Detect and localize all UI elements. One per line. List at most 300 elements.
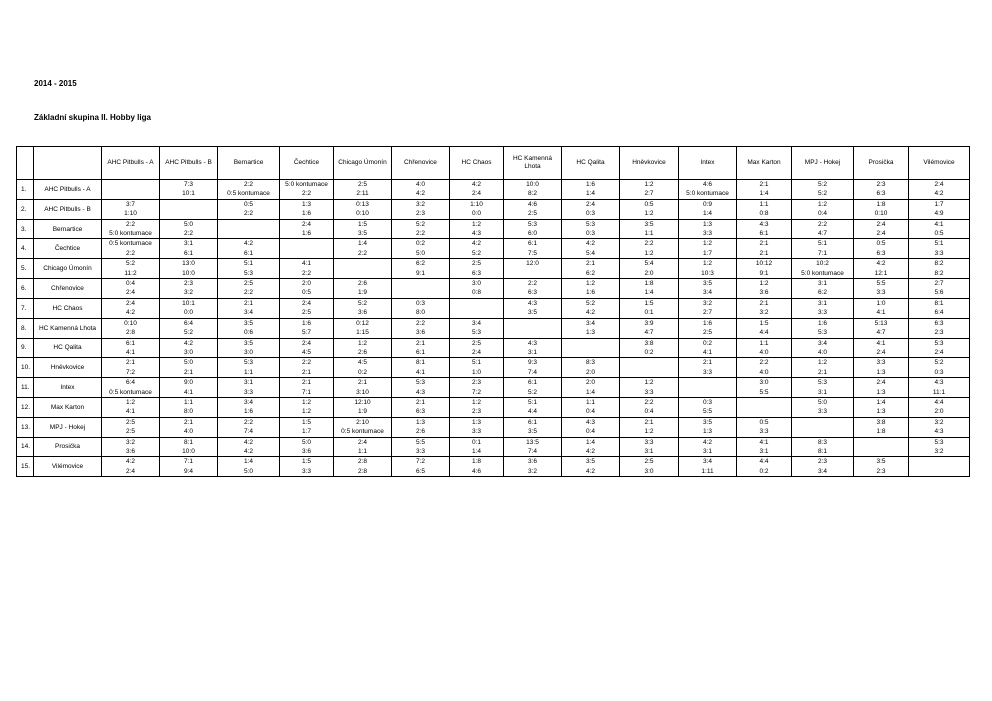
result-cell: 1:4: [854, 397, 909, 407]
result-cell: 3:5: [218, 338, 280, 348]
result-cell: 5:3: [562, 219, 620, 229]
team-row: [17, 338, 970, 348]
result-cell: 3:4: [218, 397, 280, 407]
result-cell: 4:1: [737, 437, 792, 447]
result-cell: 2:3: [792, 457, 854, 467]
result-cell: 5:0 kontumace: [792, 269, 854, 279]
result-cell: 1:2: [620, 249, 679, 259]
result-cell: 5:4: [620, 259, 679, 269]
team-row-second-line: [17, 467, 970, 477]
result-cell: 6:2: [562, 269, 620, 279]
result-cell: 4:2: [854, 259, 909, 269]
result-cell: 2:1: [737, 249, 792, 259]
result-cell: 0:8: [450, 288, 504, 298]
result-cell: 2:2: [280, 189, 334, 199]
season-label: 2014 - 2015: [34, 79, 77, 88]
team-row-second-line: [17, 189, 970, 199]
result-cell: 4:2: [102, 457, 160, 467]
result-cell: 4:0: [737, 368, 792, 378]
result-cell: 0:4: [620, 407, 679, 417]
result-cell: [218, 229, 280, 239]
result-cell: 0:9: [679, 199, 737, 209]
result-cell: 0:13: [334, 199, 392, 209]
row-number: 1.: [17, 180, 34, 200]
result-cell: 7:4: [218, 427, 280, 437]
result-cell: 3:1: [504, 348, 562, 358]
row-number: 7.: [17, 298, 34, 318]
team-row: [17, 437, 970, 447]
result-cell: 6:1: [102, 338, 160, 348]
result-cell: 2:4: [102, 298, 160, 308]
result-cell: 1:2: [620, 209, 679, 219]
team-row-second-line: [17, 388, 970, 398]
result-cell: 2:5: [102, 417, 160, 427]
result-cell: 0:5: [909, 229, 970, 239]
result-cell: 5:2: [909, 358, 970, 368]
result-cell: 2:4: [909, 348, 970, 358]
result-cell: 4:4: [737, 457, 792, 467]
result-cell: 7:2: [392, 457, 450, 467]
result-cell: 7:2: [450, 388, 504, 398]
result-cell: 4:9: [909, 209, 970, 219]
result-cell: 6:2: [792, 288, 854, 298]
result-cell: 5:2: [562, 298, 620, 308]
result-cell: 2:4: [280, 298, 334, 308]
result-cell: 4:2: [218, 447, 280, 457]
result-cell: 3:2: [102, 437, 160, 447]
result-cell: 5:5: [679, 407, 737, 417]
team-name: Chřenovice: [34, 279, 102, 299]
result-cell: [280, 239, 334, 249]
result-cell: 1:4: [562, 437, 620, 447]
team-row: [17, 417, 970, 427]
result-cell: 3:6: [737, 288, 792, 298]
result-cell: 2:10: [334, 417, 392, 427]
result-cell: 8:2: [909, 269, 970, 279]
result-cell: 5:5: [392, 437, 450, 447]
result-cell: 1:2: [280, 397, 334, 407]
result-cell: 3:3: [854, 358, 909, 368]
result-cell: 4:2: [562, 447, 620, 457]
result-cell: 2:11: [334, 189, 392, 199]
result-cell: [679, 388, 737, 398]
result-cell: 6:0: [504, 229, 562, 239]
team-row-second-line: [17, 348, 970, 358]
result-cell: 5:4: [562, 249, 620, 259]
result-cell: 4:2: [562, 308, 620, 318]
result-cell: 3:5: [679, 417, 737, 427]
result-cell: 3:7: [102, 199, 160, 209]
result-cell: 2:8: [102, 328, 160, 338]
result-cell: 4:1: [909, 219, 970, 229]
team-row-second-line: [17, 288, 970, 298]
standings-table: [16, 146, 970, 477]
result-cell: 3:5: [334, 229, 392, 239]
result-cell: 0:2: [679, 338, 737, 348]
result-cell: 1:5: [280, 417, 334, 427]
result-cell: 1:1: [737, 338, 792, 348]
result-cell: 2:4: [854, 378, 909, 388]
table-body: [17, 180, 970, 477]
result-cell: 2:2: [280, 269, 334, 279]
result-cell: [392, 279, 450, 289]
result-cell: 1:15: [334, 328, 392, 338]
result-cell: 1:2: [679, 259, 737, 269]
result-cell: 6:1: [160, 249, 218, 259]
result-cell: 4:3: [504, 298, 562, 308]
result-cell: 1:1: [737, 199, 792, 209]
result-cell: 8:3: [792, 437, 854, 447]
result-cell: 2:2: [792, 219, 854, 229]
result-cell: 4:1: [679, 348, 737, 358]
result-cell: 3:3: [737, 427, 792, 437]
result-cell: 1:4: [737, 189, 792, 199]
result-cell: [620, 368, 679, 378]
result-cell: 5:2: [792, 180, 854, 190]
result-cell: 4:4: [504, 407, 562, 417]
result-cell: 3:1: [792, 388, 854, 398]
result-cell: 4:3: [392, 388, 450, 398]
team-name: Hněvkovice: [34, 358, 102, 378]
result-cell: 7:4: [504, 368, 562, 378]
result-cell: 1:0: [450, 368, 504, 378]
result-cell: 2:1: [392, 397, 450, 407]
result-cell: 2:4: [854, 348, 909, 358]
result-cell: 5:2: [102, 259, 160, 269]
column-header: Chicago Úmonín: [334, 147, 392, 180]
result-cell: 0:8: [737, 209, 792, 219]
team-name: MPJ - Hokej: [34, 417, 102, 437]
team-name: Prosička: [34, 437, 102, 457]
result-cell: 3:1: [620, 447, 679, 457]
corner-cell-team: [34, 147, 102, 180]
team-name: Intex: [34, 378, 102, 398]
result-cell: 0:1: [620, 308, 679, 318]
result-cell: 3:3: [679, 368, 737, 378]
result-cell: 8:1: [392, 358, 450, 368]
team-row-second-line: [17, 368, 970, 378]
column-header: MPJ - Hokej: [792, 147, 854, 180]
result-cell: 1:6: [679, 318, 737, 328]
result-cell: 2:2: [280, 358, 334, 368]
result-cell: 3:2: [392, 199, 450, 209]
result-cell: 2:1: [620, 417, 679, 427]
result-cell: [854, 447, 909, 457]
result-cell: 4:7: [854, 328, 909, 338]
result-cell: 3:6: [102, 447, 160, 457]
result-cell: [160, 209, 218, 219]
result-cell: 1:2: [334, 338, 392, 348]
team-name: HC Qalita: [34, 338, 102, 358]
result-cell: 10:0: [504, 180, 562, 190]
result-cell: 10:12: [737, 259, 792, 269]
row-number: 15.: [17, 457, 34, 477]
result-cell: 4:0: [737, 348, 792, 358]
result-cell: 1:5: [280, 457, 334, 467]
team-row: [17, 219, 970, 229]
result-cell: 0:4: [562, 407, 620, 417]
result-cell: 1:2: [792, 199, 854, 209]
result-cell: 4:2: [218, 239, 280, 249]
row-number: 4.: [17, 239, 34, 259]
result-cell: 2:0: [620, 269, 679, 279]
result-cell: 2:5: [504, 209, 562, 219]
result-cell: 2:2: [334, 249, 392, 259]
result-cell: 2:5: [218, 279, 280, 289]
result-cell: 3:8: [854, 417, 909, 427]
result-cell: 2:5: [450, 259, 504, 269]
result-cell: 1:2: [450, 397, 504, 407]
result-cell: 0:5: [620, 199, 679, 209]
result-cell: 2:5: [334, 180, 392, 190]
result-cell: 6:3: [909, 318, 970, 328]
result-cell: 2:2: [102, 219, 160, 229]
column-header: HC Qalita: [562, 147, 620, 180]
result-cell: 2:4: [334, 437, 392, 447]
result-cell: 5:5: [737, 388, 792, 398]
result-cell: 4:2: [562, 239, 620, 249]
result-cell: 0:10: [854, 209, 909, 219]
result-cell: 10:1: [160, 189, 218, 199]
result-cell: 4:6: [504, 199, 562, 209]
result-cell: [909, 457, 970, 467]
result-cell: 9:1: [392, 269, 450, 279]
result-cell: 3:3: [679, 229, 737, 239]
result-cell: 2:2: [218, 180, 280, 190]
row-number: 13.: [17, 417, 34, 437]
result-cell: 4:2: [450, 180, 504, 190]
result-cell: 9:1: [737, 269, 792, 279]
result-cell: 5:0: [160, 358, 218, 368]
result-cell: 10:1: [160, 298, 218, 308]
result-cell: 2:2: [620, 397, 679, 407]
row-number: 2.: [17, 199, 34, 219]
result-cell: 2:1: [392, 338, 450, 348]
result-cell: 5:13: [854, 318, 909, 328]
result-cell: 2:3: [392, 209, 450, 219]
result-cell: [562, 338, 620, 348]
row-number: 8.: [17, 318, 34, 338]
result-cell: 1:3: [562, 328, 620, 338]
result-cell: [334, 259, 392, 269]
team-row: [17, 199, 970, 209]
result-cell: 3:1: [679, 447, 737, 457]
result-cell: 1:10: [102, 209, 160, 219]
result-cell: 1:2: [737, 279, 792, 289]
row-number: 5.: [17, 259, 34, 279]
result-cell: 5:7: [280, 328, 334, 338]
result-cell: 1:4: [679, 209, 737, 219]
result-cell: 3:4: [792, 467, 854, 477]
result-cell: 1:4: [334, 239, 392, 249]
header-row: [17, 147, 970, 180]
team-name: AHC Pitbulls - B: [34, 199, 102, 219]
result-cell: 2:7: [620, 189, 679, 199]
result-cell: 3:2: [737, 308, 792, 318]
result-cell: 5:3: [218, 358, 280, 368]
result-cell: 4:5: [334, 358, 392, 368]
result-cell: 5:0: [392, 249, 450, 259]
result-cell: 3:5: [504, 427, 562, 437]
result-cell: 4:1: [392, 368, 450, 378]
result-cell: 4:1: [854, 338, 909, 348]
result-cell: [679, 378, 737, 388]
result-cell: 6:4: [160, 318, 218, 328]
result-cell: 1:3: [392, 417, 450, 427]
column-header: Prosička: [854, 147, 909, 180]
result-cell: 3:2: [504, 467, 562, 477]
result-cell: 4:0: [792, 348, 854, 358]
result-cell: 1:2: [102, 397, 160, 407]
result-cell: 3:3: [792, 308, 854, 318]
result-cell: 5:0 kontumace: [102, 229, 160, 239]
result-cell: 1:8: [854, 427, 909, 437]
result-cell: 2:4: [280, 219, 334, 229]
result-cell: 2:8: [334, 467, 392, 477]
result-cell: 0:4: [792, 209, 854, 219]
result-cell: 2:1: [160, 417, 218, 427]
result-cell: 1:4: [218, 457, 280, 467]
result-cell: 2:2: [218, 288, 280, 298]
result-cell: 0:5: [854, 239, 909, 249]
result-cell: [737, 397, 792, 407]
result-cell: 2:1: [218, 298, 280, 308]
result-cell: 1:2: [620, 378, 679, 388]
result-cell: 2:3: [854, 180, 909, 190]
result-cell: [102, 180, 160, 190]
result-cell: 6:1: [737, 229, 792, 239]
team-row: [17, 259, 970, 269]
result-cell: 6:1: [504, 239, 562, 249]
row-number: 3.: [17, 219, 34, 239]
team-row-second-line: [17, 209, 970, 219]
result-cell: 3:4: [792, 338, 854, 348]
result-cell: 2:1: [792, 368, 854, 378]
result-cell: 1:9: [334, 288, 392, 298]
result-cell: 2:4: [102, 467, 160, 477]
result-cell: 7:1: [280, 388, 334, 398]
result-cell: 3:5: [620, 219, 679, 229]
column-header: Intex: [679, 147, 737, 180]
result-cell: [334, 269, 392, 279]
result-cell: 10:0: [160, 269, 218, 279]
result-cell: 3:3: [620, 437, 679, 447]
result-cell: 5:3: [909, 437, 970, 447]
result-cell: 3:9: [620, 318, 679, 328]
result-cell: 1:3: [679, 427, 737, 437]
column-header: Hněvkovice: [620, 147, 679, 180]
result-cell: 2:5: [102, 427, 160, 437]
result-cell: 1:2: [450, 219, 504, 229]
result-cell: 6:1: [392, 348, 450, 358]
result-cell: 0:5 kontumace: [102, 388, 160, 398]
result-cell: 1:2: [679, 239, 737, 249]
result-cell: 2:4: [562, 199, 620, 209]
result-cell: 0:6: [218, 328, 280, 338]
result-cell: 3:2: [909, 417, 970, 427]
result-cell: 10:0: [160, 447, 218, 457]
result-cell: 3:3: [218, 388, 280, 398]
team-name: Bernartice: [34, 219, 102, 239]
result-cell: 5:1: [909, 239, 970, 249]
column-header: Čechtice: [280, 147, 334, 180]
result-cell: 1:7: [909, 199, 970, 209]
row-number: 12.: [17, 397, 34, 417]
result-cell: 2:4: [450, 348, 504, 358]
result-cell: 5:2: [160, 328, 218, 338]
result-cell: 3:0: [450, 279, 504, 289]
result-cell: 5:3: [792, 378, 854, 388]
result-cell: 0:2: [620, 348, 679, 358]
result-cell: 7:3: [160, 180, 218, 190]
result-cell: [392, 288, 450, 298]
result-cell: 6:4: [102, 378, 160, 388]
result-cell: 1:7: [280, 427, 334, 437]
result-cell: 4:6: [450, 467, 504, 477]
result-cell: 1:8: [854, 199, 909, 209]
result-cell: 0:5: [737, 417, 792, 427]
corner-cell-num: [17, 147, 34, 180]
result-cell: [792, 427, 854, 437]
result-cell: 2:1: [562, 259, 620, 269]
result-cell: 2:1: [737, 239, 792, 249]
team-row-second-line: [17, 328, 970, 338]
result-cell: 5:0 kontumace: [280, 180, 334, 190]
result-cell: 3:1: [218, 378, 280, 388]
result-cell: 4:2: [450, 239, 504, 249]
result-cell: 2:6: [334, 348, 392, 358]
result-cell: 1:3: [854, 368, 909, 378]
team-row-second-line: [17, 269, 970, 279]
result-cell: 10:3: [679, 269, 737, 279]
result-cell: 5:2: [504, 388, 562, 398]
team-row: [17, 358, 970, 368]
result-cell: 2:4: [280, 338, 334, 348]
result-cell: 3:0: [737, 378, 792, 388]
column-header: Vilémovice: [909, 147, 970, 180]
result-cell: 2:1: [737, 298, 792, 308]
result-cell: 2:4: [102, 288, 160, 298]
result-cell: 5:0: [218, 467, 280, 477]
result-cell: 5:5: [854, 279, 909, 289]
result-cell: 5:3: [450, 328, 504, 338]
result-cell: [280, 249, 334, 259]
result-cell: 3:0: [218, 348, 280, 358]
result-cell: 5:3: [392, 378, 450, 388]
result-cell: 3:5: [218, 318, 280, 328]
result-cell: 2:1: [102, 358, 160, 368]
result-cell: 6:1: [218, 249, 280, 259]
result-cell: 5:0: [160, 219, 218, 229]
result-cell: [909, 467, 970, 477]
team-row: [17, 279, 970, 289]
result-cell: 2:3: [909, 328, 970, 338]
result-cell: 5:2: [334, 298, 392, 308]
result-cell: [504, 318, 562, 328]
result-cell: 3:4: [218, 308, 280, 318]
result-cell: 1:7: [679, 249, 737, 259]
result-cell: 2:2: [392, 229, 450, 239]
result-cell: 3:4: [562, 318, 620, 328]
result-cell: 2:7: [679, 308, 737, 318]
result-cell: 2:4: [854, 229, 909, 239]
result-cell: 1:3: [854, 388, 909, 398]
result-cell: 2:5: [620, 457, 679, 467]
result-cell: 0:3: [562, 229, 620, 239]
result-cell: 7:1: [792, 249, 854, 259]
result-cell: 1:6: [562, 288, 620, 298]
row-number: 9.: [17, 338, 34, 358]
